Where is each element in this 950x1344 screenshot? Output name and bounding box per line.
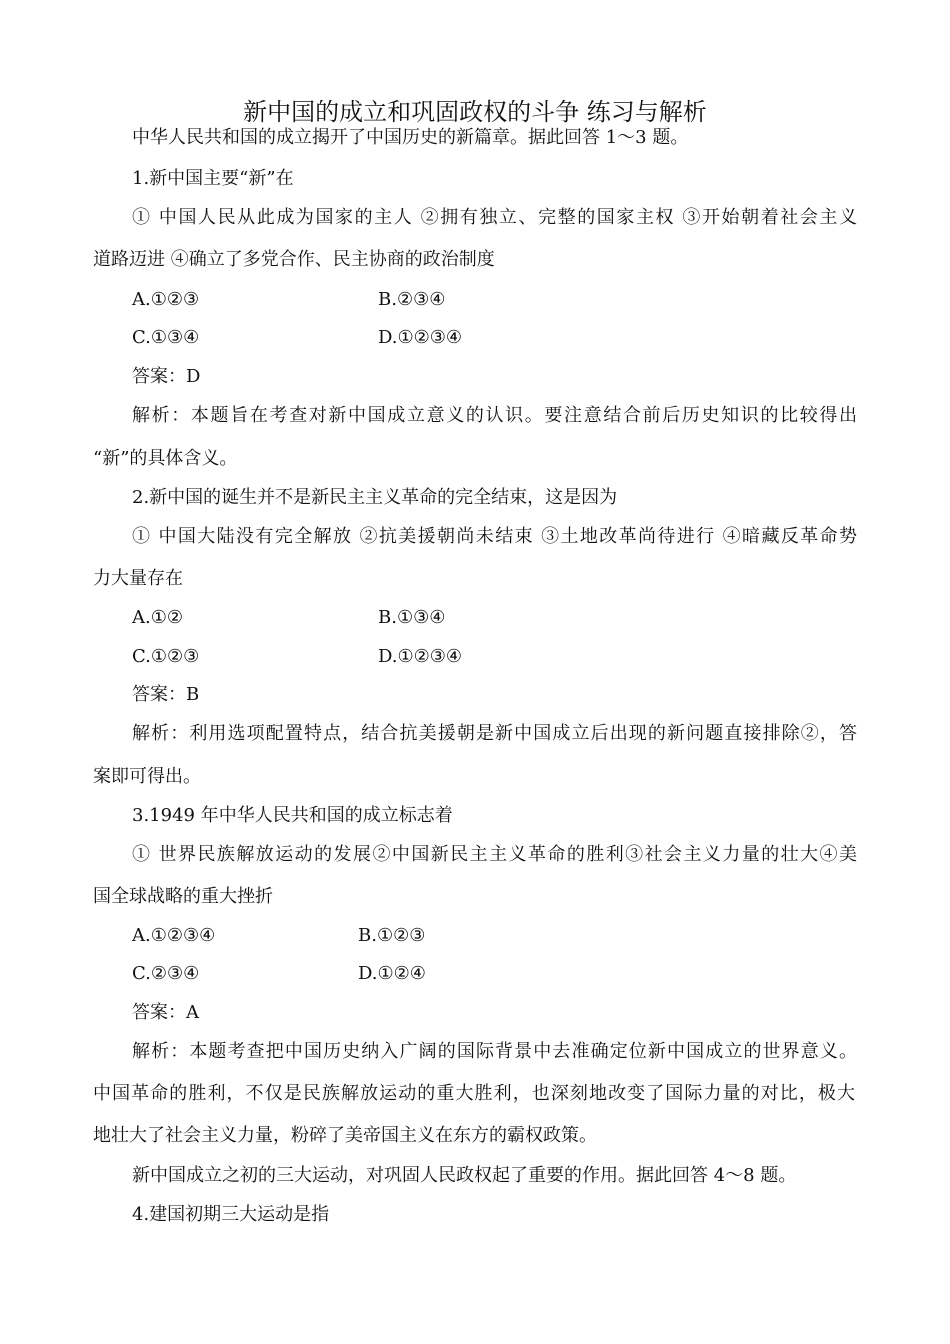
question-1-option-c: C.①③④: [132, 327, 200, 348]
question-3-analysis: 解析：本题考查把中国历史纳入广阔的国际背景中去准确定位新中国成立的世界意义。: [132, 1041, 857, 1062]
question-3-option-d: D.①②④: [358, 963, 426, 984]
page-title: 新中国的成立和巩固政权的斗争 练习与解析: [243, 98, 707, 126]
question-2-stem: 2.新中国的诞生并不是新民主主义革命的完全结束，这是因为: [132, 487, 618, 508]
question-3-option-c: C.②③④: [132, 963, 200, 984]
question-1-items: ① 中国人民从此成为国家的主人 ②拥有独立、完整的国家主权 ③开始朝着社会主义: [132, 207, 857, 228]
question-1-option-d: D.①②③④: [378, 327, 463, 348]
intro-paragraph: 中华人民共和国的成立揭开了中国历史的新篇章。据此回答 1～3 题。: [132, 127, 689, 148]
question-3-option-b: B.①②③: [358, 925, 426, 946]
question-2-option-b: B.①③④: [378, 607, 446, 628]
question-2-analysis-cont: 案即可得出。: [93, 766, 201, 787]
question-2-items: ① 中国大陆没有完全解放 ②抗美援朝尚未结束 ③土地改革尚待进行 ④暗藏反革命势: [132, 526, 857, 547]
question-2-option-a: A.①②: [132, 607, 183, 628]
question-3-items-cont: 国全球战略的重大挫折: [93, 886, 273, 907]
question-1-items-cont: 道路迈进 ④确立了多党合作、民主协商的政治制度: [93, 249, 495, 270]
question-3-answer: 答案：A: [132, 1002, 199, 1023]
question-2-option-d: D.①②③④: [378, 646, 463, 667]
question-1-answer: 答案：D: [132, 366, 201, 387]
question-1-option-a: A.①②③: [132, 289, 200, 310]
question-2-items-cont: 力大量存在: [93, 568, 183, 589]
question-3-analysis-cont-2: 地壮大了社会主义力量，粉碎了美帝国主义在东方的霸权政策。: [93, 1125, 597, 1146]
question-3-analysis-cont-1: 中国革命的胜利，不仅是民族解放运动的重大胜利，也深刻地改变了国际力量的对比，极大: [93, 1083, 855, 1104]
question-2-option-c: C.①②③: [132, 646, 200, 667]
question-1-option-b: B.②③④: [378, 289, 446, 310]
question-2-answer: 答案：B: [132, 684, 200, 705]
question-2-analysis: 解析：利用选项配置特点，结合抗美援朝是新中国成立后出现的新问题直接排除②，答: [132, 723, 857, 744]
question-3-stem: 3.1949 年中华人民共和国的成立标志着: [132, 805, 453, 826]
question-3-items: ① 世界民族解放运动的发展②中国新民主主义革命的胜利③社会主义力量的壮大④美: [132, 844, 857, 865]
question-4-stem: 4.建国初期三大运动是指: [132, 1204, 330, 1225]
question-1-stem: 1.新中国主要“新”在: [132, 168, 294, 189]
question-3-option-a: A.①②③④: [132, 925, 216, 946]
question-1-analysis: 解析：本题旨在考查对新中国成立意义的认识。要注意结合前后历史知识的比较得出: [132, 405, 857, 426]
intro-paragraph-2: 新中国成立之初的三大运动，对巩固人民政权起了重要的作用。据此回答 4～8 题。: [132, 1165, 797, 1186]
question-1-analysis-cont: “新”的具体含义。: [93, 448, 238, 469]
